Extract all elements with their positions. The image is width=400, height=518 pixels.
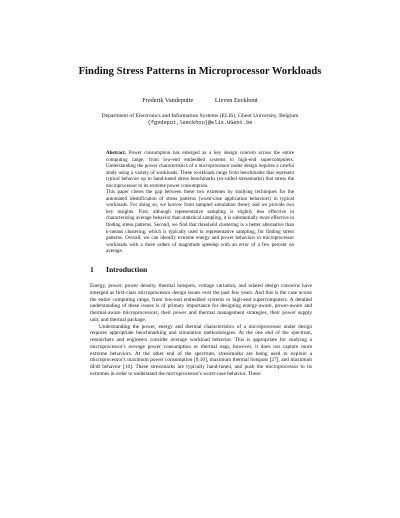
paper-title: Finding Stress Patterns in Microprocessor Workloads — [78, 66, 322, 77]
author-name: Lieven Eeckhout — [214, 97, 258, 104]
abstract — [106, 150, 294, 255]
body-paragraph: Energy, power, power density, thermal hotspots, voltage variation, and related design concerns have emerged as first-class microprocessor design issues over the past few years. And this is the case across the entire computing range, from low-end embedded systems to high-end supercomputers. A detailed understanding of these issues is of primary importance for designing energy-aware, power-aware and thermal-aware microprocessors, their power and thermal management strategies, their power supply unit, and thermal package. — [90, 283, 312, 323]
body-paragraph: Understanding the power, energy and thermal characteristics of a microprocessor under design requires appropriate benchmarking and simulation methodologies. At the one end of the spectrum, researchers and engineers consider average workload behavior. This is appropriate for studying a microprocessor's average power consumption or thermal map, however, it does not capture more extreme behaviors. At the other end of the spectrum, stressmarks are being used to explore a microprocessor's maximum power consumption [9,10], maximum thermal hotspots [27], and maximum dI/dt behavior [16]. These stressmarks are typically hand-tuned, and push the microprocessor to its extremes in order to understand the microprocessor's worst-case behavior. These — [90, 323, 312, 377]
abstract-text: Power consumption has emerged as a key design concern across the entire computing range, from low-end embedded systems to high-end supercomputers. Understanding the power characteristics of a microprocessor under design requires a careful study using a variety of workloads. These workloads range from benchmarks that represent typical behavior up to hand-tuned stress benchmarks (so-called stressmarks) that stress the microprocessor to its extreme power consumption. — [106, 150, 294, 189]
section-number: 1 — [90, 265, 94, 274]
abstract-paragraph — [106, 150, 294, 189]
author-emails: {fgvdeput,leeckhou}@elis.UGent.be — [147, 120, 253, 126]
abstract-paragraph: This paper closes the gap between these two extremes by studying techniques for the automated identification of stress patterns (worst-case application behaviors) in typical workloads. For doing so, we borrow from sampled simulation theory and we provide two key insights. First, although representative sampling is slightly less effective in characterizing average behavior than statistical sampling, it is substantially more effective in finding stress patterns. Second, we find that threshold clustering is a better alternative than k-means clustering, which is typically used in representative sampling, for finding stress patterns. Overall, we can identify extreme energy and power behaviors in microprocessor workloads with a three orders of magnitude speedup with an error of a few percent on average. — [106, 189, 294, 255]
body-text — [90, 283, 312, 378]
affiliation: Department of Electronics and Information Systems (ELIS), Ghent University, Belgium — [101, 113, 299, 119]
author-list — [0, 97, 400, 104]
section-heading — [90, 265, 147, 274]
affiliation-block — [0, 113, 400, 127]
abstract-label: Abstract. — [106, 150, 127, 156]
author-name: Frederik Vandeputte — [142, 97, 194, 104]
section-title: Introduction — [106, 265, 148, 274]
